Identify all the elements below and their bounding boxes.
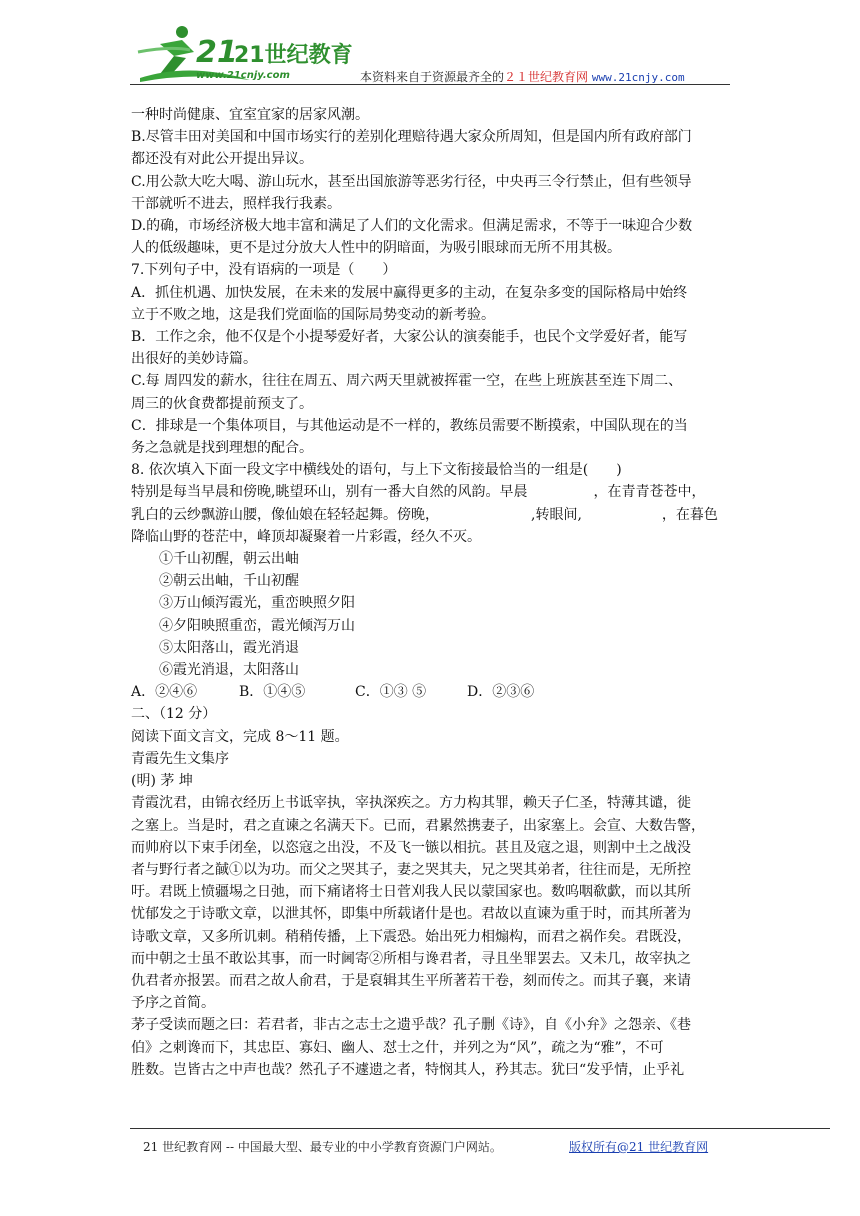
- answer-choices: [131, 681, 733, 703]
- text-line: 周三的伙食费都提前预支了。: [131, 395, 313, 412]
- article-author: (明) 茅 坤: [131, 773, 193, 790]
- text-line: 出很好的美妙诗篇。: [131, 351, 257, 368]
- site-logo: [130, 22, 353, 84]
- passage-line: 降临山野的苍茫中，峰顶却凝聚着一片彩霞，经久不灭。: [131, 528, 481, 545]
- text-line: 人的低级趣味，更不是过分放大人性中的阴暗面，为吸引眼球而无所不用其极。: [131, 240, 621, 257]
- text-line: 青霞沈君，由锦衣经历上书诋宰执，宰执深疾之。方力构其罪，赖天子仁圣，特薄其谴，徙: [131, 795, 691, 812]
- page-header: [130, 22, 730, 86]
- header-notice-prefix: 本资料来自于资源最齐全的: [360, 70, 505, 84]
- text-line: B．工作之余，他不仅是个小提琴爱好者，大家公认的演奏能手，也民个文学爱好者，能写: [131, 329, 688, 346]
- header-notice: [360, 68, 685, 85]
- copyright-link[interactable]: 版权所有@21 世纪教育网: [569, 1140, 709, 1154]
- text-line: 胜数。岂皆古之中声也哉？然孔子不遽遗之者，特悯其人，矜其志。犹曰“发乎情，止乎礼: [131, 1061, 685, 1078]
- option-item: ④夕阳映照重峦，霞光倾泻万山: [159, 617, 355, 634]
- text-line: 予序之首简。: [131, 995, 215, 1012]
- text-line: 茅子受读而题之曰：若君者，非古之志士之遗乎哉？孔子删《诗》，自《小弁》之怨亲、《巷: [131, 1017, 691, 1034]
- text-line: 都还没有对此公开提出异议。: [131, 151, 313, 168]
- option-item: ③万山倾泻霞光，重峦映照夕阳: [159, 595, 355, 612]
- option-item: ①千山初醒，朝云出岫: [159, 551, 299, 568]
- option-item: ②朝云出岫，千山初醒: [159, 573, 299, 590]
- text-line: 而中朝之士虽不敢讼其事，而一时阃寄②所相与谗君者，寻且坐罪罢去。又未几，故宰执之: [131, 950, 691, 967]
- text-line: 仇君者亦报罢。而君之故人俞君，于是裒辑其生平所著若干卷，刻而传之。而其子襄，来请: [131, 972, 691, 989]
- text-line: 者与野行者之馘①以为功。而父之哭其子，妻之哭其夫，兄之哭其弟者，往往而是，无所控: [131, 861, 691, 878]
- section-heading: 二、（12 分）: [131, 706, 217, 723]
- text-line: A．抓住机遇、加快发展，在未来的发展中赢得更多的主动，在复杂多变的国际格局中始终: [131, 284, 688, 301]
- text-line: C.每 周四发的薪水，往往在周五、周六两天里就被挥霍一空，在些上班族甚至连下周二、: [131, 373, 683, 390]
- text-line: 立于不败之地，这是我们党面临的国际局势变动的新考验。: [131, 306, 495, 323]
- footer-text: 21 世纪教育网 -- 中国最大型、最专业的中小学教育资源门户网站。: [143, 1140, 502, 1154]
- svg-text:21: 21: [196, 35, 238, 70]
- header-url-link[interactable]: www.21cnjy.com: [591, 71, 685, 84]
- header-divider: [130, 84, 730, 85]
- passage-line: 乳白的云纱飘游山腰，像仙娘在轻轻起舞。傍晚， ,转眼间, ，在暮色: [131, 506, 718, 523]
- option-item: ⑥霞光消退，太阳落山: [159, 662, 299, 679]
- text-line: 吁。君既上愤疆埸之日弛，而下痛诸将士日菅刈我人民以蒙国家也。数呜咽欷歔，而以其所: [131, 884, 691, 901]
- text-line: 干部就听不进去，照样我行我素。: [131, 195, 341, 212]
- text-line: 一种时尚健康、宜室宜家的居家风潮。: [131, 107, 369, 123]
- text-line: B.尽管丰田对美国和中国市场实行的差别化理赔待遇大家众所周知，但是国内所有政府部门: [131, 129, 692, 146]
- text-line: 而帅府以下束手闭垒，以恣寇之出没，不及飞一镞以相抗。甚且及寇之退，则割中土之战没: [131, 839, 691, 856]
- question-7-title: 7.下列句子中，没有语病的一项是（ ）: [131, 262, 397, 279]
- article-title: 青霞先生文集序: [131, 750, 229, 767]
- text-line: 伯》之刺谗而下，其忠臣、寡妇、幽人、怼士之什，并列之为“风”，疏之为“雅”，不可: [131, 1039, 664, 1056]
- choice-b: B．①④⑤: [239, 684, 306, 701]
- text-line: C．排球是一个集体项目，与其他运动是不一样的，教练员需要不断摸索，中国队现在的当: [131, 417, 688, 434]
- text-line: 忧郁发之于诗歌文章，以泄其怀，即集中所载诸什是也。君故以直谏为重于时，而其所著为: [131, 906, 691, 923]
- page-footer: [143, 1138, 709, 1155]
- header-brand-link[interactable]: ２１世纪教育网: [504, 70, 589, 84]
- text-line: 之塞上。当是时，君之直谏之名满天下。已而，君累然携妻子，出家塞上。会宣、大数告警，: [131, 817, 705, 834]
- text-line: C.用公款大吃大喝、游山玩水，甚至出国旅游等恶劣行径，中央再三令行禁止，但有些领导: [131, 173, 692, 190]
- choice-a: A．②④⑥: [131, 684, 198, 701]
- question-8-title: 8. 依次填入下面一段文字中横线处的语句，与上下文衔接最恰当的一组是( ): [131, 462, 622, 479]
- document-body: [131, 104, 733, 1081]
- footer-divider: [130, 1128, 830, 1129]
- instruction: 阅读下面文言文，完成 8～11 题。: [131, 728, 349, 745]
- text-line: 诗歌文章，又多所讥刺。稍稍传播，上下震恐。始出死力相煽构，而君之祸作矣。君既没，: [131, 928, 691, 945]
- passage-line: 特别是每当早晨和傍晚,眺望环山，别有一番大自然的风韵。早晨 ，在青青苍苍中，: [131, 484, 706, 501]
- choice-d: D．②③⑥: [467, 684, 535, 701]
- logo-title: 21世纪教育: [234, 43, 353, 68]
- text-line: D.的确，市场经济极大地丰富和满足了人们的文化需求。但满足需求，不等于一味迎合少数: [131, 218, 693, 235]
- logo-url: www.21cnjy.com: [196, 70, 290, 81]
- option-item: ⑤太阳落山，霞光消退: [159, 639, 299, 656]
- choice-c: C．①③ ⑤: [355, 684, 427, 701]
- text-line: 务之急就是找到理想的配合。: [131, 440, 313, 457]
